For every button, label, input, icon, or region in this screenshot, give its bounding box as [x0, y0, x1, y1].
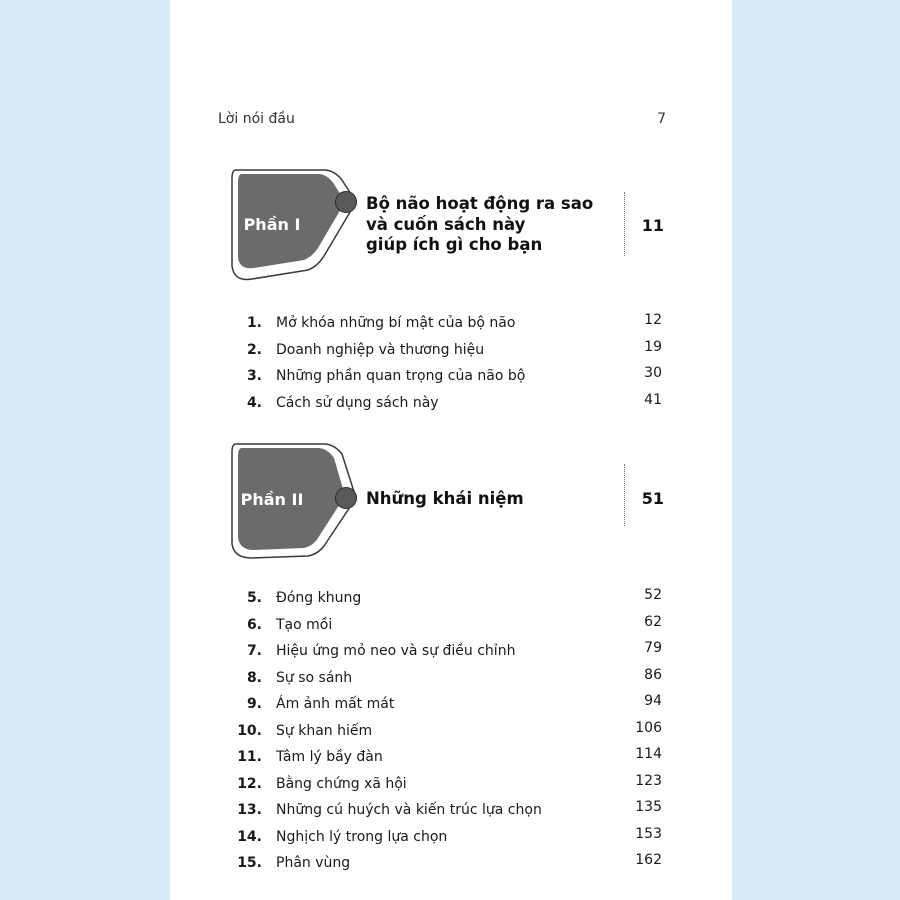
toc-entry — [218, 338, 662, 369]
toc-entry-number: 8. — [246, 669, 262, 686]
toc-entry-number: 5. — [246, 590, 262, 606]
toc-entry-number: 7. — [246, 643, 262, 659]
preface-entry — [218, 111, 666, 127]
part-2-header — [226, 440, 666, 560]
toc-entry — [218, 365, 662, 395]
toc-entry-title: Tâm lý bầy đàn — [276, 749, 383, 765]
toc-entry-page: 162 — [635, 852, 662, 868]
toc-entry-title: Nghịch lý trong lựa chọn — [276, 828, 448, 845]
part-2-title-line: Những khái niệm — [366, 489, 524, 508]
toc-entry-page: 86 — [644, 666, 662, 683]
toc-entry-page: 19 — [644, 338, 662, 355]
part-1-page: 11 — [641, 216, 664, 235]
toc-entry-title: Tạo mồi — [276, 616, 333, 633]
toc-entry — [218, 799, 662, 829]
toc-entry-number: 14. — [237, 828, 262, 845]
toc-entry — [218, 312, 662, 342]
toc-entry — [218, 746, 662, 776]
toc-entry — [218, 825, 662, 856]
toc-entry-number: 6. — [246, 616, 262, 633]
toc-entry-title: Bằng chứng xã hội — [276, 775, 407, 792]
toc-entry-title: Những phần quan trọng của não bộ — [276, 368, 526, 384]
part-2-label: Phần II — [240, 490, 304, 509]
toc-entry — [218, 852, 662, 882]
part-1-title-line: Bộ não hoạt động ra sao — [366, 194, 594, 213]
toc-entry-title: Sự so sánh — [276, 669, 353, 686]
toc-entry-number: 3. — [246, 368, 262, 384]
part-2-entries — [218, 587, 662, 882]
toc-entry-title: Hiệu ứng mỏ neo và sự điều chỉnh — [276, 643, 516, 659]
toc-entry — [218, 693, 662, 723]
toc-entry-number: 9. — [246, 696, 262, 712]
part-1-header — [226, 164, 666, 284]
toc-entry-page: 153 — [635, 825, 662, 842]
toc-entry-title: Phân vùng — [276, 855, 351, 871]
toc-entry — [218, 640, 662, 670]
toc-entry-title: Cách sử dụng sách này — [276, 394, 439, 411]
toc-entry-page: 123 — [635, 772, 662, 789]
toc-entry-title: Ám ảnh mất mát — [276, 696, 395, 712]
toc-entry — [218, 719, 662, 750]
part-2-title — [366, 489, 524, 510]
toc-entry-title: Mở khóa những bí mật của bộ não — [276, 315, 516, 331]
preface-title: Lời nói đầu — [218, 111, 295, 127]
toc-entry-title: Sự khan hiếm — [276, 722, 373, 739]
part-2-separator — [624, 464, 625, 526]
part-1-entries — [218, 312, 662, 421]
toc-entry-number: 4. — [246, 394, 262, 411]
part-1-title — [366, 194, 593, 256]
part-1-title-line: giúp ích gì cho bạn — [366, 235, 543, 254]
preface-page: 7 — [657, 111, 666, 127]
part-1-title-line: và cuốn sách này — [366, 214, 526, 234]
toc-entry-number: 1. — [246, 315, 262, 331]
toc-entry-page: 12 — [644, 312, 662, 328]
toc-entry-title: Đóng khung — [276, 590, 362, 606]
toc-entry-page: 52 — [644, 587, 662, 603]
toc-entry-number: 12. — [237, 775, 262, 792]
toc-entry-page: 135 — [635, 799, 662, 815]
toc-entry — [218, 391, 662, 422]
toc-entry-title: Doanh nghiệp và thương hiệu — [276, 341, 485, 358]
toc-entry-page: 106 — [635, 719, 662, 736]
toc-entry-number: 15. — [237, 855, 262, 871]
toc-entry-page: 114 — [635, 746, 662, 762]
toc-entry — [218, 587, 662, 617]
part-1-separator — [624, 192, 625, 256]
toc-entry — [218, 772, 662, 803]
toc-entry-number: 13. — [237, 802, 262, 818]
toc-entry-page: 30 — [644, 365, 662, 381]
toc-entry-page: 41 — [644, 391, 662, 408]
toc-entry-page: 62 — [644, 613, 662, 630]
book-page — [170, 0, 732, 900]
toc-entry-number: 2. — [246, 341, 262, 358]
part-2-page: 51 — [641, 489, 664, 508]
toc-entry — [218, 613, 662, 644]
toc-entry-number: 10. — [237, 722, 262, 739]
toc-entry-page: 79 — [644, 640, 662, 656]
part-1-label: Phần I — [243, 215, 301, 234]
toc-entry-title: Những cú huých và kiến trúc lựa chọn — [276, 802, 542, 818]
toc-entry — [218, 666, 662, 697]
toc-entry-number: 11. — [237, 749, 262, 765]
toc-entry-page: 94 — [644, 693, 662, 709]
